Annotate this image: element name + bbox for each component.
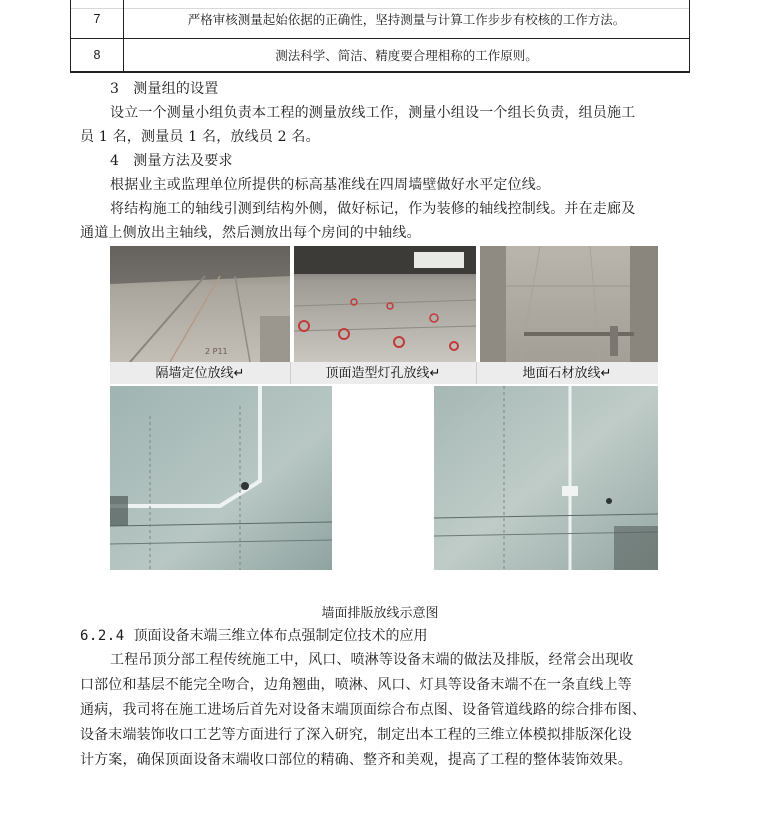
section-3-heading: 3 测量组的设置 xyxy=(110,81,219,97)
section-6-2-4-paragraph xyxy=(80,648,684,773)
photo-partition-wall-layout xyxy=(110,246,290,362)
caption-partition-wall: 隔墙定位放线↵ xyxy=(155,365,245,380)
photo-floor-stone-layout xyxy=(480,246,658,362)
row-text: 测法科学、简洁、精度要合理相称的工作原则。 xyxy=(124,39,690,73)
section-3-text-line-2: 员 1 名，测量员 1 名，放线员 2 名。 xyxy=(80,129,320,145)
section-title: 顶面设备末端三维立体布点强制定位技术的应用 xyxy=(133,628,428,644)
section-4-paragraph-2-line-1: 将结构施工的轴线引测到结构外侧，做好标记，作为装修的轴线控制线。并在走廊及 xyxy=(110,201,636,217)
row-number: 7 xyxy=(71,0,124,39)
figure-caption-wall-layout: 墙面排版放线示意图 xyxy=(321,605,439,620)
paragraph-line: 计方案，确保顶面设备末端收口部位的精确、整齐和美观，提高了工程的整体装饰效果。 xyxy=(80,752,632,768)
svg-text:2 P11: 2 P11 xyxy=(205,347,228,356)
section-4-heading: 4 测量方法及要求 xyxy=(110,153,233,169)
row-text: 严格审核测量起始依据的正确性，坚持测量与计算工作步步有校核的工作方法。 xyxy=(124,0,690,39)
paragraph-line: 工程吊顶分部工程传统施工中，风口、喷淋等设备末端的做法及排版，经常会出现收 xyxy=(110,652,634,668)
table-row xyxy=(71,39,690,73)
section-6-2-4-heading xyxy=(80,626,428,646)
paragraph-line: 口部位和基层不能完全吻合，边角翘曲，喷淋、风口、灯具等设备末端不在一条直线上等 xyxy=(80,677,632,693)
photo-wall-layout-left xyxy=(110,386,332,570)
section-number: 6.2.4 xyxy=(80,628,125,644)
section-4-paragraph-2-line-2: 通道上侧放出主轴线，然后测放出每个房间的中轴线。 xyxy=(80,225,421,241)
caption-ceiling-light-holes: 顶面造型灯孔放线↵ xyxy=(325,365,441,380)
table-row xyxy=(71,0,690,39)
paragraph-line: 设备末端装饰收口工艺等方面进行了深入研究，制定出本工程的三维立体模拟排版深化设 xyxy=(80,727,632,743)
photo-wall-layout-right xyxy=(434,386,658,570)
caption-floor-stone: 地面石材放线↵ xyxy=(522,365,612,380)
row-number: 8 xyxy=(71,39,124,73)
paragraph-line: 通病，我司将在施工进场后首先对设备末端顶面综合布点图、设备管道线路的综合排布图、 xyxy=(80,702,646,718)
section-4-paragraph-1: 根据业主或监理单位所提供的标高基准线在四周墙壁做好水平定位线。 xyxy=(110,177,551,193)
photo-ceiling-light-holes xyxy=(294,246,476,362)
measurement-principles-table xyxy=(70,0,690,73)
section-3-text-line-1: 设立一个测量小组负责本工程的测量放线工作，测量小组设一个组长负责，组员施工 xyxy=(110,105,636,121)
